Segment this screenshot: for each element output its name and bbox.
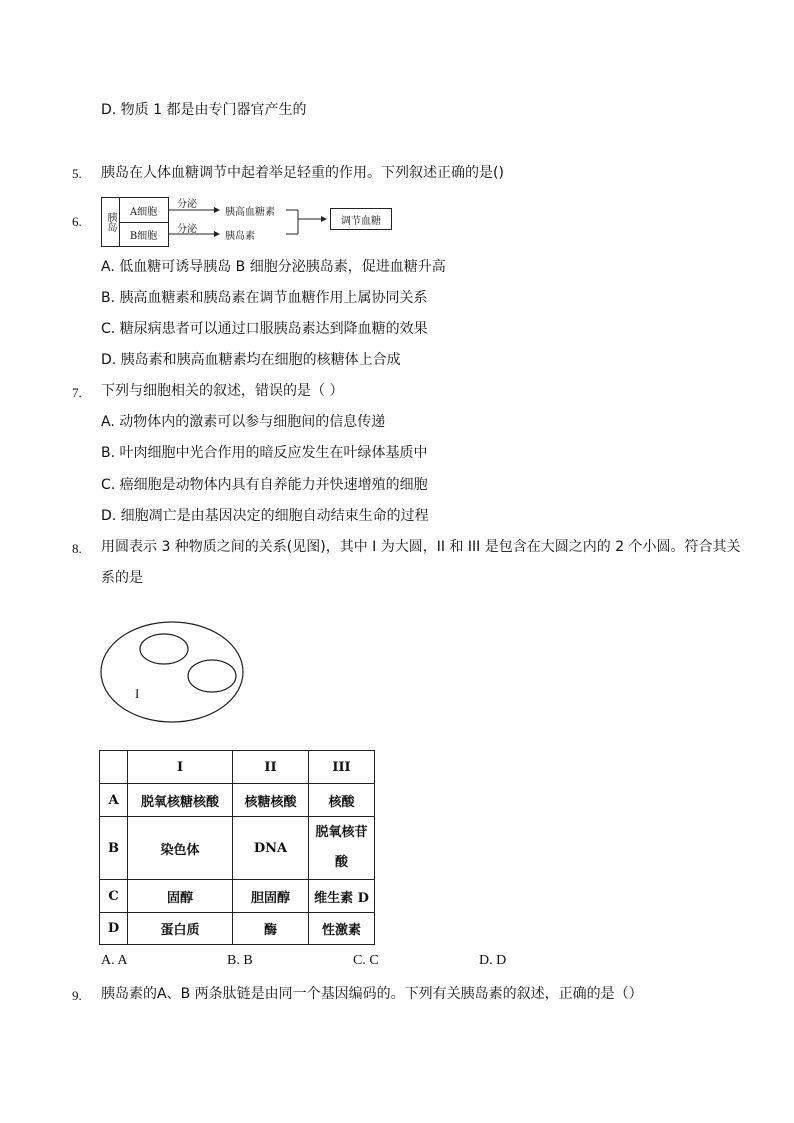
q8-table xyxy=(99,750,375,945)
table-row xyxy=(100,784,375,817)
table-cell: DNA xyxy=(233,817,309,880)
circle-i xyxy=(101,622,243,722)
q8-answer-b: B. B xyxy=(227,953,253,968)
q7-option-d: D. 细胞凋亡是由基因决定的细胞自动结束生命的过程 xyxy=(101,508,429,524)
secrete-b-label: 分泌 xyxy=(177,224,197,235)
q5-number: 5. xyxy=(72,166,82,181)
table-cell: 酶 xyxy=(233,913,309,945)
hormone-b: 胰岛素 xyxy=(225,231,255,242)
table-header-cell: II xyxy=(233,751,309,784)
organ-box: 胰岛 xyxy=(101,197,120,247)
circle-iii xyxy=(188,660,236,692)
table-header-cell: III xyxy=(309,751,375,784)
q8-number: 8. xyxy=(72,541,82,556)
row-key: C xyxy=(100,880,128,913)
q6-option-c: C. 糖尿病患者可以通过口服胰岛素达到降血糖的效果 xyxy=(101,321,428,337)
table-cell: 染色体 xyxy=(128,817,233,880)
q8-answer-a: A. A xyxy=(101,953,128,968)
table-cell: 核糖核酸 xyxy=(233,784,309,817)
table-cell: 脱氧核糖核酸 xyxy=(128,784,233,817)
q8-stem-line2: 系的是 xyxy=(101,570,143,586)
q8-answer-c: C. C xyxy=(353,953,379,968)
table-row xyxy=(100,817,375,880)
cell-line: 脱氧核苷 xyxy=(315,825,368,840)
q6-number: 6. xyxy=(72,214,82,229)
table-row xyxy=(100,913,375,945)
venn-circles xyxy=(100,620,250,724)
q7-option-c: C. 癌细胞是动物体内具有自养能力并快速增殖的细胞 xyxy=(101,477,428,493)
table-cell: 核酸 xyxy=(309,784,375,817)
q8-answer-d: D. D xyxy=(479,953,507,968)
table-header-row xyxy=(100,751,375,784)
table-cell-multiline xyxy=(309,817,375,880)
circle-i-label: I xyxy=(135,686,140,701)
secrete-a-label: 分泌 xyxy=(177,199,197,210)
q5-stem: 胰岛在人体血糖调节中起着举足轻重的作用。下列叙述正确的是() xyxy=(101,165,504,181)
q6-option-d: D. 胰岛素和胰高血糖素均在细胞的核糖体上合成 xyxy=(101,352,401,368)
cell-a-box: A细胞 xyxy=(119,197,169,223)
q4-option-d: D. 物质 1 都是由专门器官产生的 xyxy=(101,102,307,118)
q6-option-a: A. 低血糖可诱导胰岛 B 细胞分泌胰岛素，促进血糖升高 xyxy=(101,259,446,275)
q8-stem-line1: 用圆表示 3 种物质之间的关系(见图)，其中 I 为大圆，II 和 III 是包含在大圆之内的 2 个小圆。符合其关 xyxy=(101,539,741,555)
q7-option-b: B. 叶肉细胞中光合作用的暗反应发生在叶绿体基质中 xyxy=(101,445,428,461)
table-cell: 维生素 D xyxy=(309,880,375,913)
cell-line: 酸 xyxy=(334,855,348,870)
q6-diagram xyxy=(101,197,401,247)
table-header-cell: I xyxy=(128,751,233,784)
row-key: B xyxy=(100,817,128,880)
row-key: A xyxy=(100,784,128,817)
table-cell: 蛋白质 xyxy=(128,913,233,945)
q7-number: 7. xyxy=(72,385,82,400)
q7-stem: 下列与细胞相关的叙述，错误的是（ ） xyxy=(101,383,344,399)
table-header-cell xyxy=(100,751,128,784)
row-key: D xyxy=(100,913,128,945)
table-cell: 固醇 xyxy=(128,880,233,913)
q6-option-b: B. 胰高血糖素和胰岛素在调节血糖作用上属协同关系 xyxy=(101,290,428,306)
q7-option-a: A. 动物体内的激素可以参与细胞间的信息传递 xyxy=(101,414,386,430)
table-cell: 胆固醇 xyxy=(233,880,309,913)
table-cell: 性激素 xyxy=(309,913,375,945)
q9-number: 9. xyxy=(72,988,82,1003)
cell-b-box: B细胞 xyxy=(119,222,169,247)
result-box: 调节血糖 xyxy=(330,208,392,230)
q9-stem: 胰岛素的A、B 两条肽链是由同一个基因编码的。下列有关胰岛素的叙述，正确的是（） xyxy=(101,986,643,1002)
circle-ii xyxy=(140,634,188,664)
hormone-a: 胰高血糖素 xyxy=(225,207,275,218)
table-row xyxy=(100,880,375,913)
